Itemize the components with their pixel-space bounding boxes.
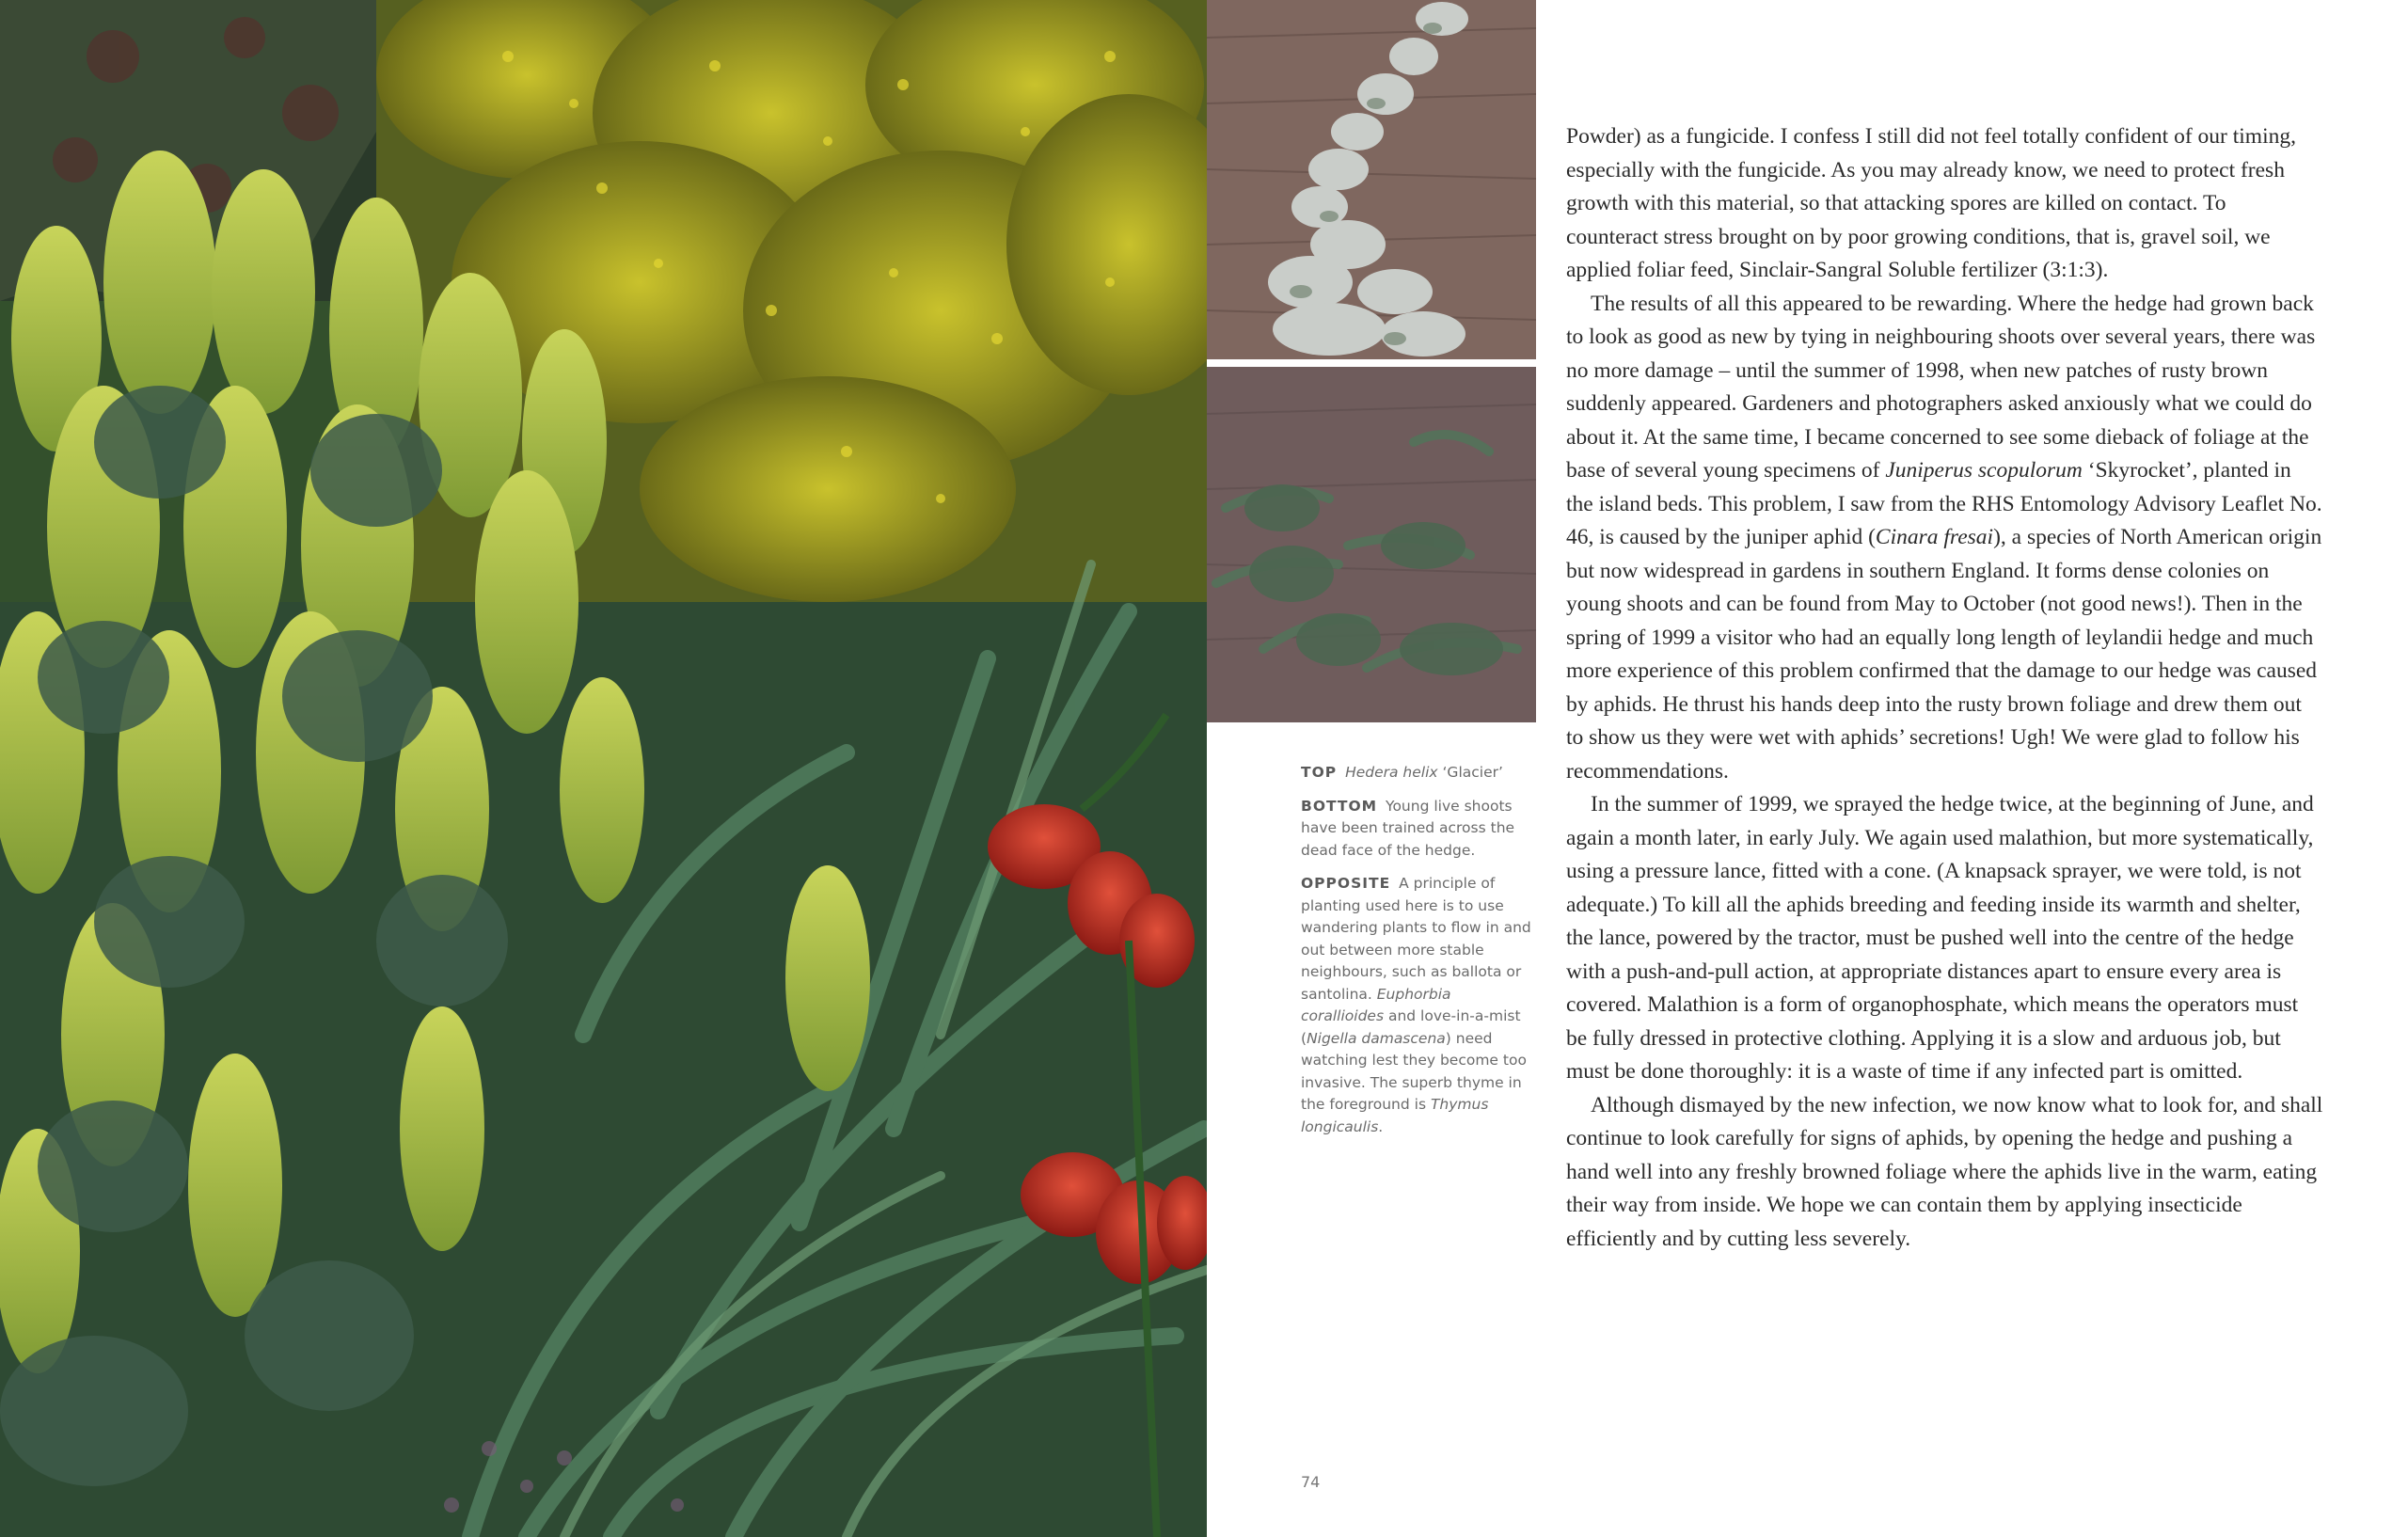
hedera-glacier-image (1207, 0, 1536, 359)
body-paragraph-2 (1566, 288, 2323, 789)
young-shoots-image (1207, 367, 1536, 722)
ivy-photo (1207, 0, 1536, 359)
caption-opposite (1301, 873, 1536, 1138)
caption-opposite-text2: and love-in-a-mist ( (1301, 1007, 1521, 1047)
hedge-shoots-photo (1207, 367, 1536, 722)
body-p2-part-a: The results of all this appeared to be rewarding. Where the hedge had grown back to look as good as new by tying in neighbouring shoots over several years, there was no more damage – until the summer of 1998, when new patches of rusty brown suddenly appeared. Gardeners and photographers asked anxiously what we could do about it. At the same time, I became concerned to see some dieback of foliage at the base of several young specimens of (1566, 291, 2316, 483)
caption-bottom (1301, 796, 1536, 863)
caption-top (1301, 762, 1536, 784)
body-paragraph-3: In the summer of 1999, we sprayed the hedge twice, at the beginning of June, and again a month later, in early July. We again used malathion, but more systematically, using a pressure lance, fitted with a cone. (A knapsack sprayer, we were told, is not adequate.) To kill all the aphids breeding and feeding inside its warmth and shelter, the lance, powered by the tractor, must be pushed well into the centre of the hedge with a push-and-pull action, at appropriate distances apart to ensure every area is covered. Malathion is a form of organophosphate, which means the operators must be fully dressed in protective clothing. Applying it is a slow and arduous job, but must be done thoroughly: it is a waste of time if any infected part is omitted. (1566, 792, 2314, 1084)
photo-captions (1301, 762, 1536, 1149)
caption-opposite-italic3: Thymus longicaulis (1301, 1096, 1489, 1135)
body-p2-italic-juniperus: Juniperus scopulorum (1885, 458, 2083, 483)
caption-opposite-text3: ) need watching lest they become too invasive. The superb thyme in the foreground is (1301, 1029, 1527, 1113)
body-p2-part-c: ), a species of North American origin but now widespread in gardens in southern England. It forms dense colonies on young shoots and can be found from May to October (not good news!). Then in the spring of 1999 a visitor who had an equally long length of leylandii hedge and much more experience of this problem confirmed that the damage to our hedge was caused by aphids. He thrust his hands deep into the rusty brown foliage and drew them out to show us they were wet with aphids’ secretions! Ugh! We were glad to follow his recommendations. (1566, 525, 2322, 784)
body-p2-part-b: ‘Skyrocket’, planted in the island beds. This problem, I saw from the RHS Entomology Advisory Leaflet No. 46, is caused by the juniper aphid ( (1566, 458, 2322, 549)
body-p2-italic-cinara: Cinara fresai (1875, 525, 1994, 549)
body-paragraph-4: Although dismayed by the new infection, we now know what to look for, and shall continue to look carefully for signs of aphids, by opening the hedge and pushing a hand well into any freshly browned foliage where the aphids live in the warm, eating their way from inside. We hope we can contain them by applying insecticide efficiently and by cutting less severely. (1566, 1092, 2323, 1251)
caption-opposite-text4: . (1378, 1117, 1384, 1135)
caption-top-label: TOP (1301, 764, 1338, 781)
body-text (1566, 120, 2323, 1256)
body-paragraph-1: Powder) as a fungicide. I confess I still did not feel totally confident of our timing, especially with the fungicide. As you may already know, we need to protect fresh growth with this material, so that attacking spores are killed on contact. To counteract stress brought on by poor growing conditions, that is, gravel soil, we applied foliar feed, Sinclair-Sangral Soluble fertilizer (3:1:3). (1566, 124, 2296, 282)
caption-bottom-text: Young live shoots have been trained across the dead face of the hedge. (1301, 797, 1515, 859)
caption-opposite-label: OPPOSITE (1301, 875, 1391, 892)
caption-opposite-italic1: Euphorbia corallioides (1301, 985, 1451, 1024)
page-number: 74 (1301, 1473, 1321, 1491)
caption-top-species: Hedera helix (1345, 764, 1438, 781)
caption-bottom-label: BOTTOM (1301, 797, 1378, 815)
caption-opposite-italic2: Nigella damascena (1307, 1029, 1446, 1047)
caption-top-cultivar: ‘Glacier’ (1437, 764, 1503, 781)
caption-opposite-text1: A principle of planting used here is to use wandering plants to flow in and out between more stable neighbours, such as ballota or santolina. (1301, 875, 1531, 1003)
